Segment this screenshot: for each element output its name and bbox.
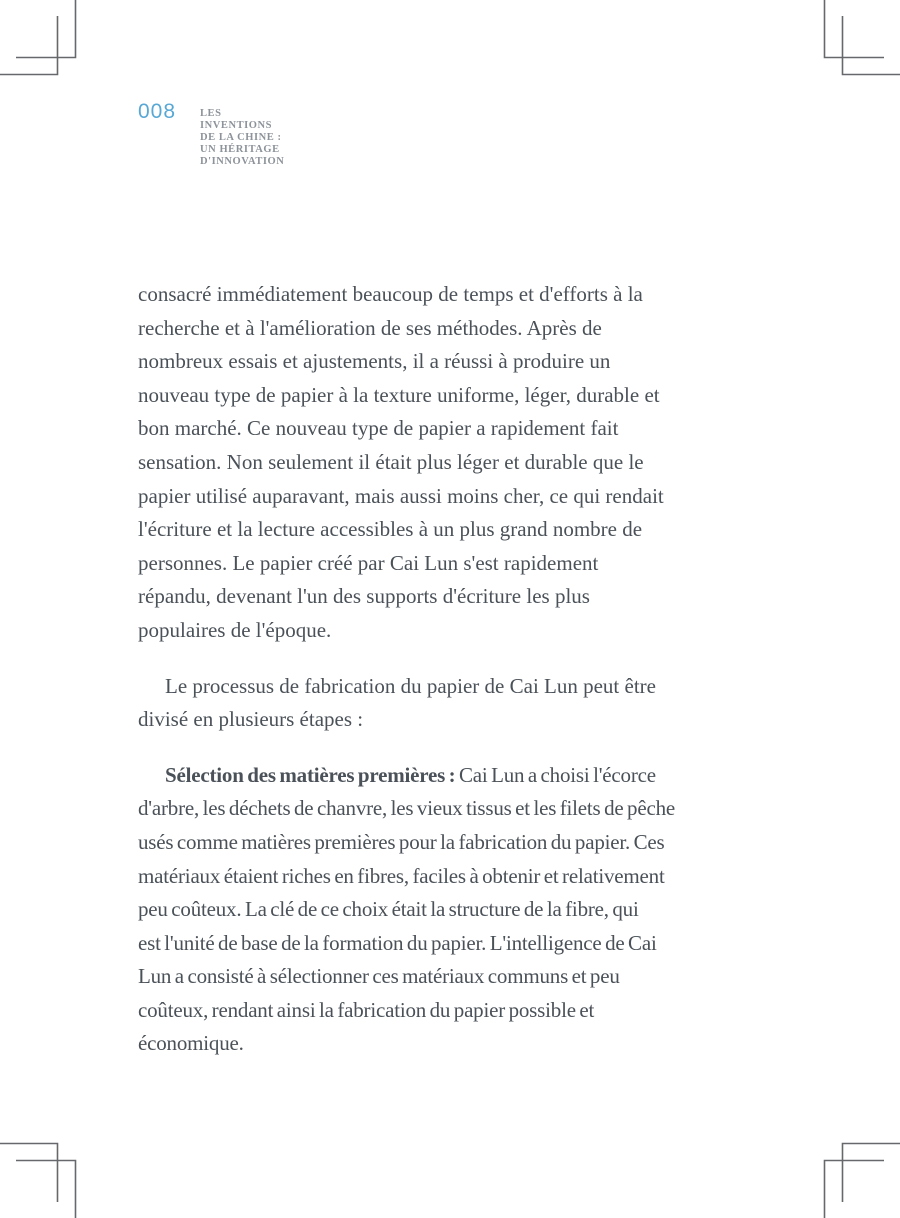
- text-line: est l'unité de base de la formation du papier. L'intelligence de Cai: [138, 930, 657, 955]
- text-line: coûteux, rendant ainsi la fabrication du papier possible et: [138, 997, 595, 1022]
- crop-mark-bottom-right: [825, 1144, 900, 1218]
- text-line: populaires de l'époque.: [138, 617, 332, 642]
- paragraph-3: [138, 759, 710, 1061]
- text-line: répandu, devenant l'un des supports d'écriture les plus: [138, 584, 590, 609]
- text-line: nombreux essais et ajustements, il a réussi à produire un: [138, 349, 611, 374]
- body-text: [138, 278, 710, 1061]
- text-line: d'arbre, les déchets de chanvre, les vieux tissus et les filets de pêche: [138, 796, 676, 821]
- running-title: LES INVENTIONS DE LA CHINE : UN HÉRITAGE D'INNOVATION: [200, 108, 285, 167]
- text-line: bon marché. Ce nouveau type de papier a rapidement fait: [138, 416, 619, 441]
- paragraph-2: [138, 670, 710, 737]
- text-line: divisé en plusieurs étapes :: [138, 707, 364, 732]
- crop-mark-top-right: [825, 0, 900, 75]
- text-line: sensation. Non seulement il était plus léger et durable que le: [138, 449, 644, 474]
- text-line: [138, 759, 710, 793]
- text-line: recherche et à l'amélioration de ses méthodes. Après de: [138, 315, 602, 340]
- paragraph-lead-bold: Sélection des matières premières :: [165, 762, 459, 787]
- text-line: peu coûteux. La clé de ce choix était la structure de la fibre, qui: [138, 897, 639, 922]
- text-line: l'écriture et la lecture accessibles à un plus grand nombre de: [138, 517, 643, 542]
- text-line: économique.: [138, 1031, 244, 1056]
- text-line: usés comme matières premières pour la fabrication du papier. Ces: [138, 829, 665, 854]
- crop-mark-top-left: [0, 0, 76, 75]
- text-line: Le processus de fabrication du papier de Cai Lun peut être: [165, 673, 656, 698]
- text-line: personnes. Le papier créé par Cai Lun s'est rapidement: [138, 550, 599, 575]
- text-line: nouveau type de papier à la texture uniforme, léger, durable et: [138, 382, 660, 407]
- text-line: matériaux étaient riches en fibres, faciles à obtenir et relativement: [138, 863, 665, 888]
- crop-mark-bottom-left: [0, 1144, 76, 1218]
- text-line-rest: Cai Lun a choisi l'écorce: [459, 762, 656, 787]
- page-number: 008: [138, 100, 177, 123]
- text-line: Lun a consisté à sélectionner ces matériaux communs et peu: [138, 964, 620, 989]
- text-line: consacré immédiatement beaucoup de temps et d'efforts à la: [138, 282, 643, 306]
- text-line: papier utilisé auparavant, mais aussi moins cher, ce qui rendait: [138, 483, 664, 508]
- paragraph-1: [138, 278, 710, 648]
